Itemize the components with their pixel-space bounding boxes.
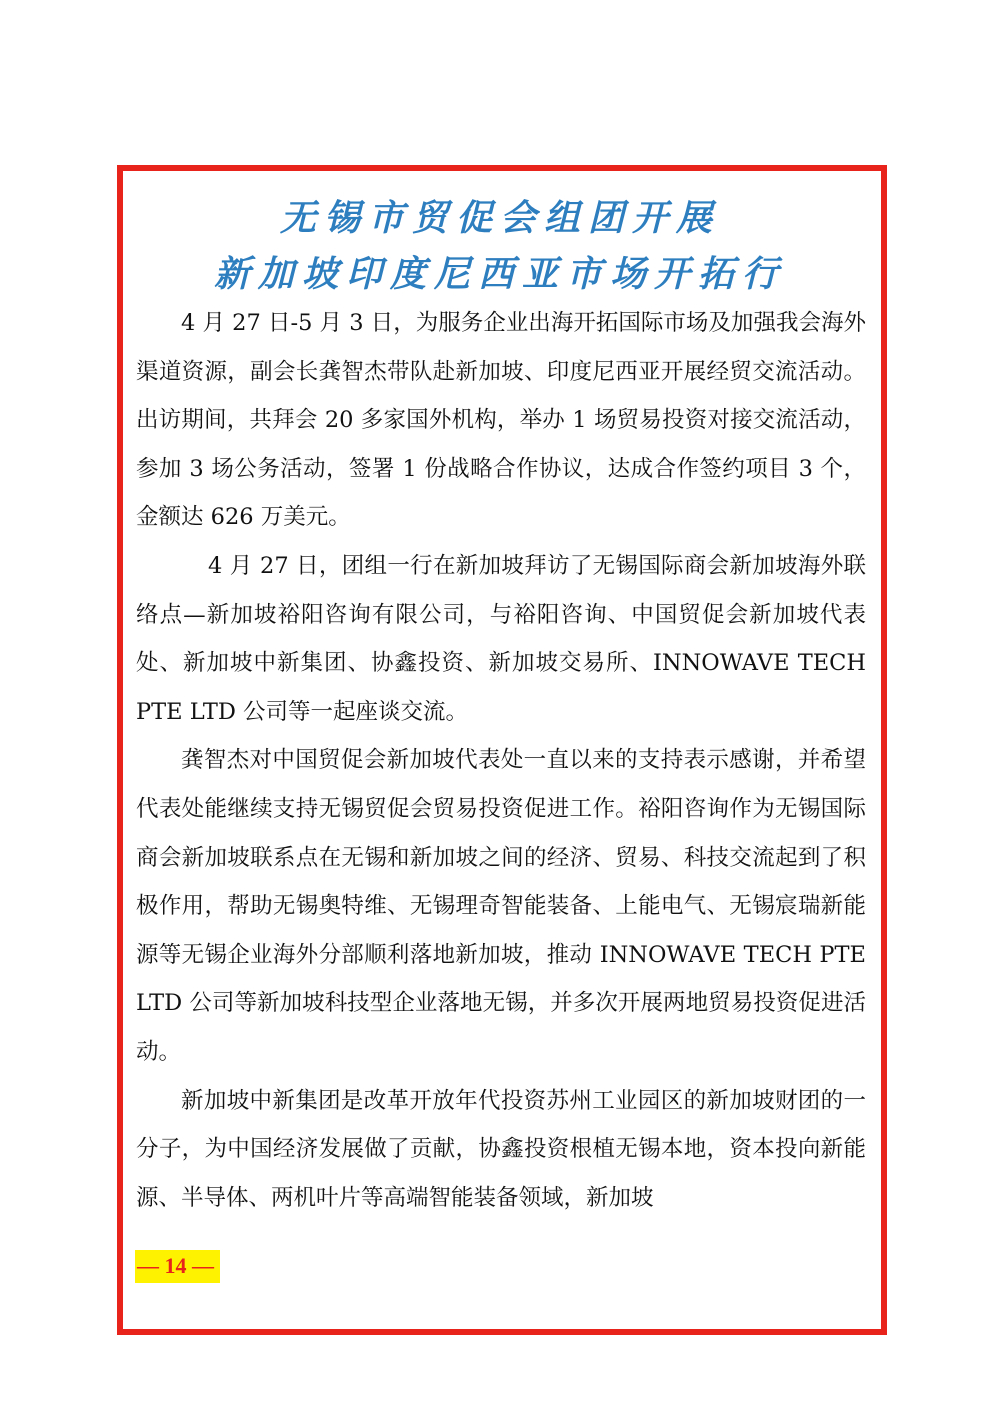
page-number: — 14 —: [135, 1250, 220, 1283]
article-body: [136, 299, 866, 1222]
paragraph: 4 月 27 日-5 月 3 日，为服务企业出海开拓国际市场及加强我会海外渠道资源，副会长龚智杰带队赴新加坡、印度尼西亚开展经贸交流活动。出访期间，共拜会 20 多家国外机构，举办 1 场贸易投资对接交流活动，参加 3 场公务活动，签署 1 份战略合作协议，达成合作签约项目 3 个，金额达 626 万美元。: [136, 310, 866, 531]
article-title-line-1: 无锡市贸促会组团开展: [279, 197, 720, 239]
paragraph: 新加坡中新集团是改革开放年代投资苏州工业园区的新加坡财团的一分子，为中国经济发展做了贡献，协鑫投资根植无锡本地，资本投向新能源、半导体、两机叶片等高端智能装备领域，新加坡: [136, 1087, 866, 1211]
paragraph: 龚智杰对中国贸促会新加坡代表处一直以来的支持表示感谢，并希望代表处能继续支持无锡贸促会贸易投资促进工作。裕阳咨询作为无锡国际商会新加坡联系点在无锡和新加坡之间的经济、贸易、科技交流起到了积极作用，帮助无锡奥特维、无锡理奇智能装备、上能电气、无锡宸瑞新能源等无锡企业海外分部顺利落地新加坡，推动 INNOWAVE TECH PTE LTD 公司等新加坡科技型企业落地无锡，并多次开展两地贸易投资促进活动。: [136, 747, 866, 1065]
paragraph: 4 月 27 日，团组一行在新加坡拜访了无锡国际商会新加坡海外联络点—新加坡裕阳咨询有限公司，与裕阳咨询、中国贸促会新加坡代表处、新加坡中新集团、协鑫投资、新加坡交易所、INNOWAVE TECH PTE LTD 公司等一起座谈交流。: [136, 552, 866, 725]
article-title-line-2: 新加坡印度尼西亚市场开拓行: [213, 253, 786, 295]
